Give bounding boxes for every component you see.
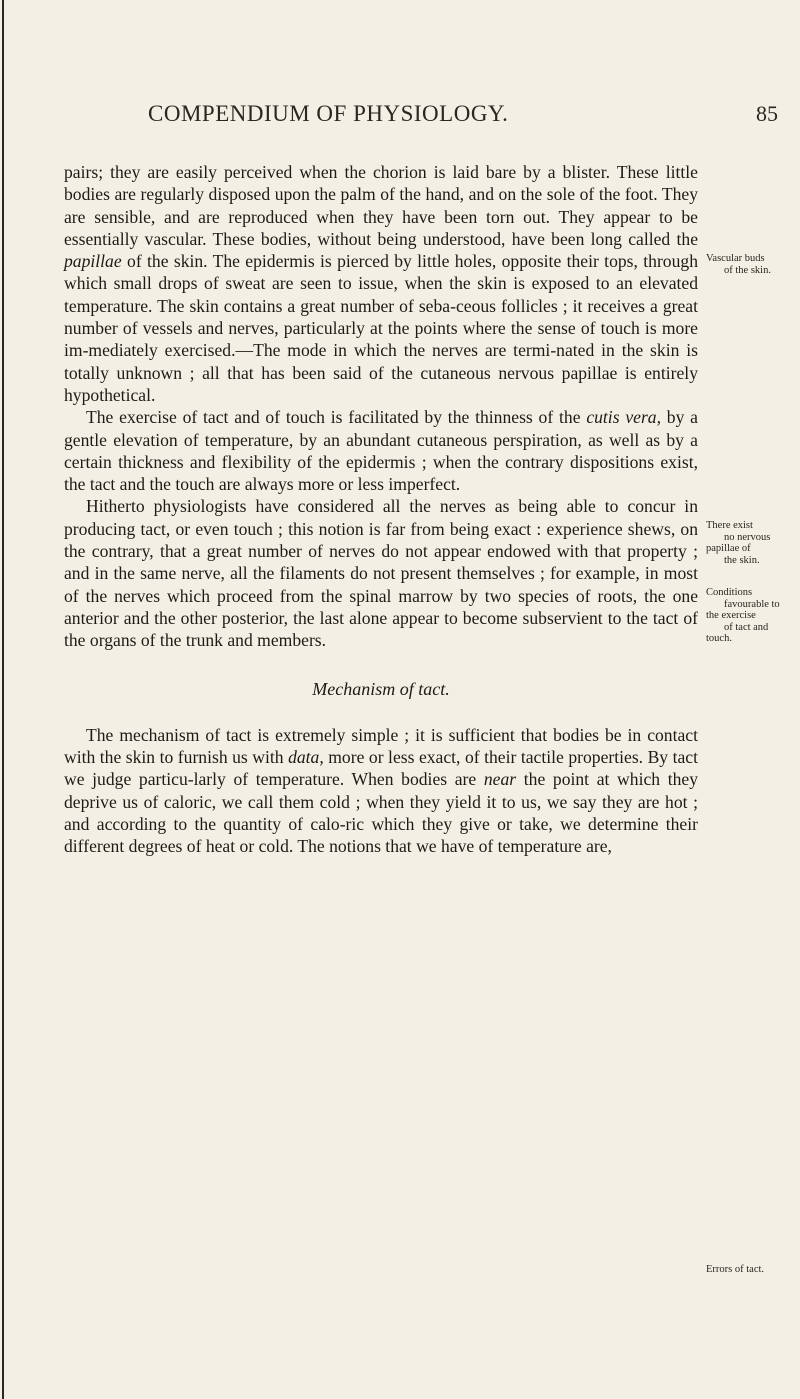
section-heading: Mechanism of tact.: [312, 678, 450, 699]
emphasis-cutis-vera: cutis vera,: [586, 407, 661, 428]
paragraph-3: Hitherto physiologists have considered all the nerves as being able to concur in producing tact, or even touch ; this notion is far from being exact : experience shews, on the contrary, that a great number of nerves do not appear endowed with that property ; and in the same nerve, all the filaments do not present themselves ; for example, in most of the nerves which proceed from the spinal marrow by two species of roots, the one anterior and the other posterior, the last alone appear to become subservient to the tact of the organs of the trunk and members.: [64, 496, 698, 651]
page-number: 85: [756, 101, 778, 126]
margin-note-nerves: There exist no nervous papillae of the skin.: [706, 520, 771, 566]
emphasis-papillae: papillae: [64, 251, 122, 272]
emphasis-data: data,: [288, 747, 324, 768]
emphasis-near: near: [483, 769, 517, 790]
margin-note-errors: Errors of tact.: [706, 1264, 765, 1275]
page-header: [148, 101, 778, 137]
margin-notes: [706, 0, 800, 1399]
main-text: [64, 161, 698, 858]
margin-note-conditions: Conditions favourable to the exercise of tact and touch.: [706, 587, 780, 644]
margin-note-vascular: Vascular buds of the skin.: [706, 253, 771, 276]
running-title: COMPENDIUM OF PHYSIOLOGY.: [148, 101, 509, 126]
paragraph-4: The mechanism of tact is extremely simple ; it is sufficient that bodies be in contact with the skin to furnish us with data, more or less exact, of their tactile properties. By tact we judge particu-larly of temperature. When bodies are near the point at which they deprive us of caloric, we call them cold ; when they yield it to us, we say they are hot ; and according to the quantity of calo-ric which they give or take, we determine their different degrees of heat or cold. The notions that we have of temperature are,: [64, 724, 699, 857]
paragraph-1: pairs; they are easily perceived when the chorion is laid bare by a blister. These little bodies are regularly disposed upon the palm of the hand, and on the sole of the foot. They are sensible, and are reproduced when they have been torn out. They appear to be essentially vascular. These bodies, without being understood, have been long called the papillae of the skin. The epidermis is pierced by little holes, opposite their tops, through which small drops of sweat are seen to issue, when the skin is exposed to an elevated temperature. The skin contains a great number of seba-ceous follicles ; it receives a great number of vessels and nerves, particularly at the points where the sense of touch is more im-mediately exercised.—The mode in which the nerves are termi-nated in the skin is totally unknown ; all that has been said of the cutaneous nervous papillae is entirely hypothetical.: [64, 162, 698, 405]
paragraph-2: The exercise of tact and of touch is facilitated by the thinness of the cutis vera, by a gentle elevation of temperature, by an abundant cutaneous perspiration, as well as by a certain thickness and flexibility of the epidermis ; when the contrary dispositions exist, the tact and the touch are always more or less imperfect.: [64, 407, 698, 495]
page-edge-line: [2, 0, 4, 1399]
